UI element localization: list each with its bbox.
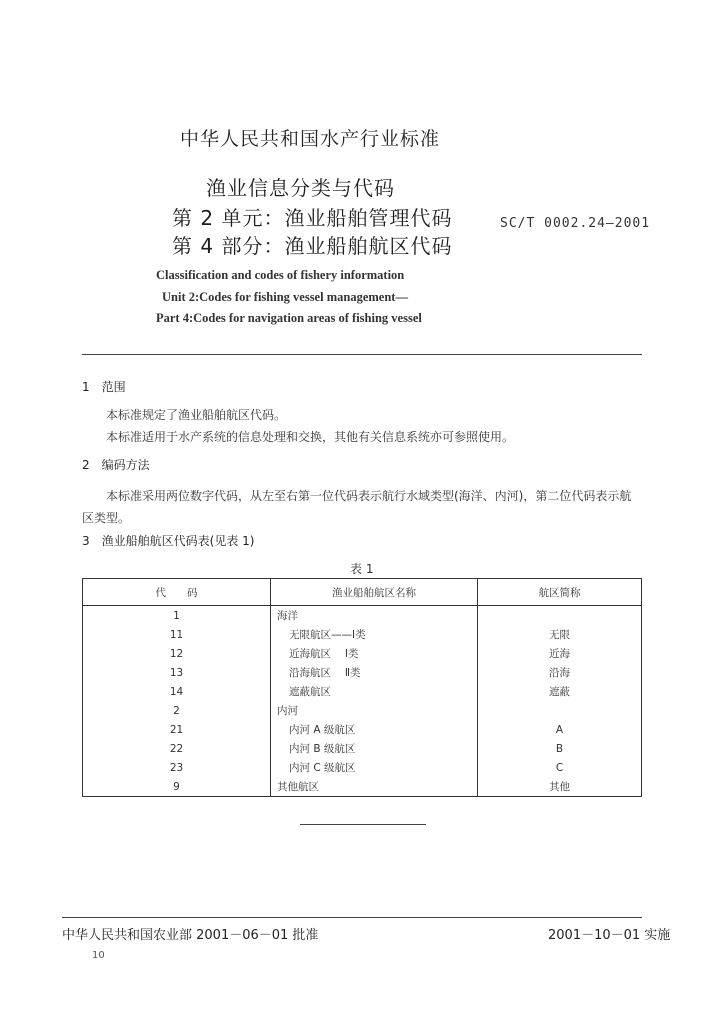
section-2-paragraph: 本标准采用两位数字代码，从左至右第一位代码表示航行水域类型(海洋、内河)，第二位代码表示航区类型。 — [82, 489, 632, 525]
table-row — [83, 758, 642, 777]
abbr-cell — [478, 606, 642, 626]
table-row — [83, 663, 642, 682]
abbr-cell: 近海 — [478, 644, 642, 663]
table-row — [83, 777, 642, 797]
table-row — [83, 701, 642, 720]
name-cell: 其他航区 — [271, 777, 478, 797]
title-line-3: 第 4 部分：渔业船舶航区代码 — [172, 234, 453, 258]
abbr-cell: A — [478, 720, 642, 739]
table-row — [83, 644, 642, 663]
name-cell: 遮蔽航区 — [271, 682, 478, 701]
code-cell: 13 — [169, 666, 184, 679]
abbr-cell: 无限 — [478, 625, 642, 644]
code-cell: 23 — [169, 761, 184, 774]
name-cell: 内河 B 级航区 — [271, 739, 478, 758]
english-title-line-3: Part 4:Codes for navigation areas of fishing vessel — [156, 311, 422, 325]
abbr-cell: 沿海 — [478, 663, 642, 682]
header-org: 中华人民共和国水产行业标准 — [180, 128, 441, 150]
section-1-heading: 1 范围 — [82, 380, 126, 394]
section-3-heading: 3 渔业船舶航区代码表(见表 1) — [82, 534, 255, 548]
standard-number: SC/T 0002.24—2001 — [500, 216, 651, 231]
table-row — [83, 720, 642, 739]
section-1-paragraph-2: 本标准适用于水产系统的信息处理和交换，其他有关信息系统亦可参照使用。 — [106, 430, 515, 444]
title-line-1: 渔业信息分类与代码 — [206, 176, 395, 200]
name-cell: 内河 — [271, 701, 478, 720]
code-cell: 14 — [169, 685, 184, 698]
abbr-cell — [478, 701, 642, 720]
name-cell: 内河 C 级航区 — [271, 758, 478, 777]
header-name: 渔业船舶航区名称 — [271, 579, 478, 606]
table-row — [83, 682, 642, 701]
code-cell: 22 — [169, 742, 184, 755]
code-cell: 21 — [169, 723, 184, 736]
name-cell: 内河 A 级航区 — [271, 720, 478, 739]
code-cell: 12 — [169, 647, 184, 660]
table-caption: 表 1 — [350, 562, 374, 576]
abbr-cell: C — [478, 758, 642, 777]
name-cell: 沿海航区 Ⅱ类 — [271, 663, 478, 682]
table-header-row — [83, 579, 642, 606]
english-title-line-1: Classification and codes of fishery information — [156, 268, 405, 282]
code-cell: 2 — [173, 704, 180, 717]
header-code: 代 码 — [83, 579, 271, 606]
section-2-heading: 2 编码方法 — [82, 458, 150, 472]
title-line-2: 第 2 单元：渔业船舶管理代码 — [172, 206, 453, 230]
name-cell: 海洋 — [271, 606, 478, 626]
table-row — [83, 625, 642, 644]
section-1-paragraph-1: 本标准规定了渔业船舶航区代码。 — [106, 408, 287, 422]
footer-divider — [62, 917, 642, 918]
header-abbr: 航区简称 — [478, 579, 642, 606]
page-number: 10 — [92, 950, 105, 961]
code-cell: 9 — [173, 780, 180, 793]
implementation-date: 2001－10－01 实施 — [548, 928, 671, 943]
table-row — [83, 606, 642, 626]
abbr-cell: 遮蔽 — [478, 682, 642, 701]
abbr-cell: 其他 — [478, 777, 642, 797]
navigation-area-code-table — [82, 578, 642, 797]
abbr-cell: B — [478, 739, 642, 758]
code-cell: 11 — [169, 628, 184, 641]
end-rule — [300, 824, 426, 825]
table-row — [83, 739, 642, 758]
approval-date: 中华人民共和国农业部 2001－06－01 批准 — [62, 928, 319, 943]
name-cell: 近海航区 Ⅰ类 — [271, 644, 478, 663]
title-divider — [82, 354, 642, 355]
name-cell: 无限航区——Ⅰ类 — [271, 625, 478, 644]
english-title-line-2: Unit 2:Codes for fishing vessel management— — [162, 290, 408, 304]
code-cell: 1 — [173, 609, 180, 622]
